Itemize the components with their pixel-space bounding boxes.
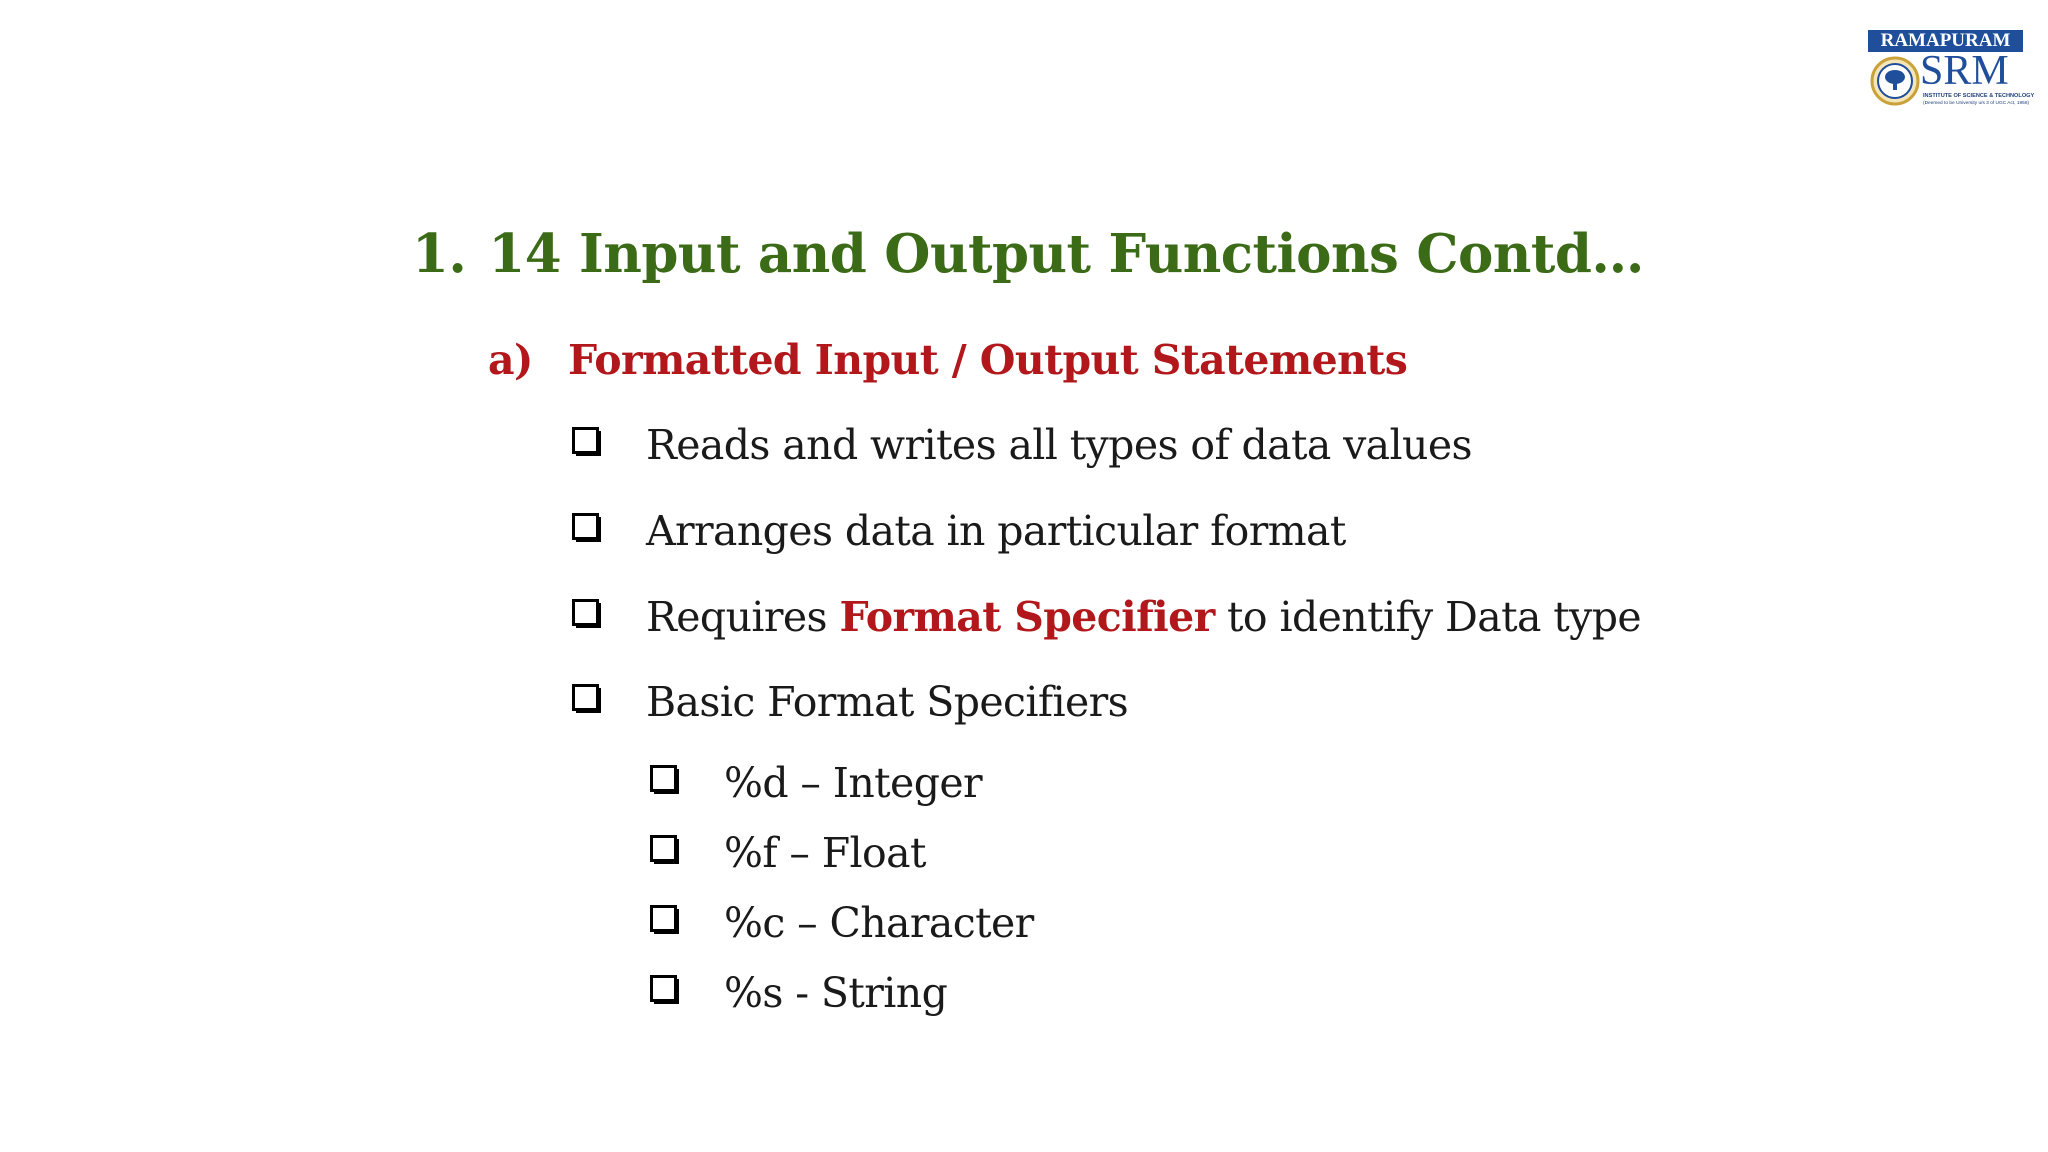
bullet-item [572,592,1641,642]
specifier-item [650,828,926,878]
logo-deemed-text: (Deemed to be University u/s 3 of UGC Act, 1956) [1923,101,2030,106]
format-specifier-highlight: Format Specifier [839,593,1215,641]
checkbox-square-icon [572,426,604,464]
subheading-text: Formatted Input / Output Statements [568,336,1408,384]
checkbox-square-icon [650,834,682,872]
bullet-text-after: to identify Data type [1214,593,1642,641]
specifier-text: %d – Integer [724,759,983,807]
logo-institute-text: INSTITUTE OF SCIENCE & TECHNOLOGY [1923,93,2035,99]
checkbox-square-icon [650,904,682,942]
checkbox-square-icon [572,683,604,721]
specifier-item [650,758,982,808]
bullet-text: Basic Format Specifiers [646,678,1129,726]
title-number: 1. [412,223,467,285]
specifier-item [650,898,1034,948]
srm-logo [1868,30,2035,112]
seal-icon [1870,56,1920,106]
bullet-item [572,506,1346,556]
logo-banner: RAMAPURAM [1868,30,2023,52]
bullet-text: Reads and writes all types of data values [646,421,1472,469]
bullet-text: Arranges data in particular format [646,507,1346,555]
checkbox-square-icon [572,598,604,636]
checkbox-square-icon [572,512,604,550]
bullet-item [572,677,1128,727]
slide-title [412,222,1644,286]
bullet-text [646,592,1641,642]
specifier-text: %f – Float [724,829,926,877]
checkbox-square-icon [650,974,682,1012]
bullet-item [572,420,1472,470]
logo-srm-text: SRM [1920,48,2009,94]
subheading [488,335,1407,385]
title-text: 14 Input and Output Functions Contd… [488,223,1644,285]
specifier-text: %c – Character [724,899,1034,947]
checkbox-square-icon [650,764,682,802]
specifier-text: %s - String [724,969,948,1017]
specifier-item [650,968,947,1018]
bullet-text-before: Requires [646,593,840,641]
subheading-marker: a) [488,336,533,384]
